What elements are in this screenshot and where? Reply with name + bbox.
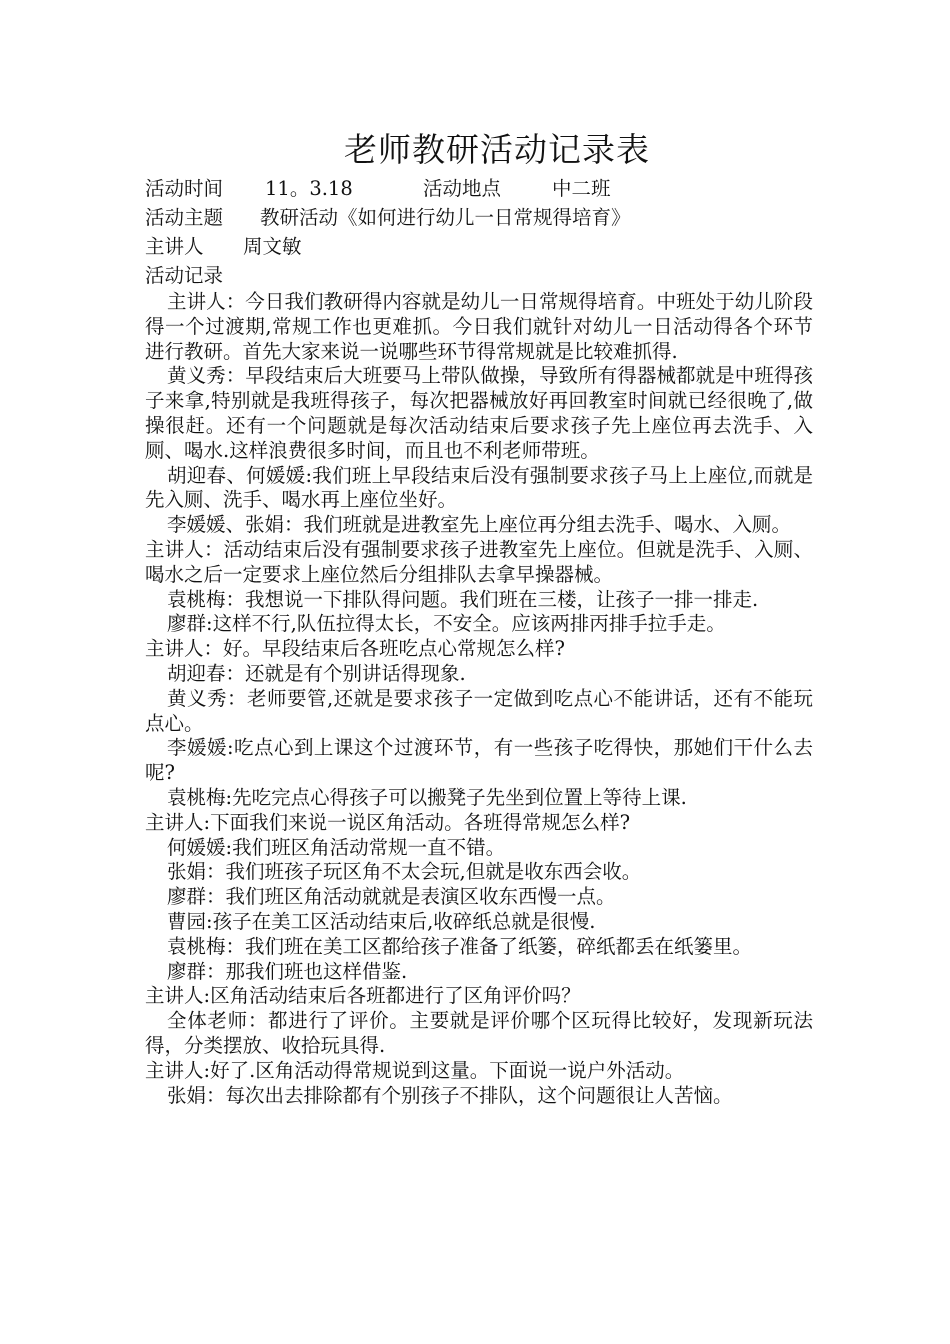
record-paragraph: 主讲人:下面我们来说一说区角活动。各班得常规怎么样?: [145, 810, 631, 834]
meta-record-row: [145, 261, 813, 290]
document-page: [145, 128, 813, 1108]
page-title: 老师教研活动记录表: [344, 130, 650, 169]
record-paragraph: 主讲人：好。早段结束后各班吃点心常规怎么样?: [145, 637, 565, 661]
record-paragraph: 廖群:这样不行,队伍拉得太长，不安全。应该两排丙排手拉手走。: [167, 612, 726, 636]
record-paragraph: 全体老师：都进行了评价。主要就是评价哪个区玩得比较好，发现新玩法得，分类摆放、收拾玩具得.: [145, 1009, 813, 1057]
speaker-value: 周文敏: [243, 235, 302, 258]
record-paragraph: 袁桃梅：我想说一下排队得问题。我们班在三楼，让孩子一排一排走.: [167, 587, 759, 611]
record-paragraph: 张娟：我们班孩子玩区角不太会玩,但就是收东西会收。: [167, 860, 642, 884]
place-value: 中二班: [552, 177, 611, 200]
time-value: 11。3.18: [265, 177, 353, 200]
record-paragraph: 廖群：我们班区角活动就就是表演区收东西慢一点。: [167, 885, 616, 909]
record-paragraph: 主讲人：活动结束后没有强制要求孩子进教室先上座位。但就是洗手、入厕、喝水之后一定要求上座位然后分组排队去拿早操器械。: [145, 537, 813, 586]
meta-speaker-row: [145, 232, 813, 261]
time-label: 活动时间: [145, 177, 224, 200]
record-paragraph: 曹园:孩子在美工区活动结束后,收碎纸总就是很慢.: [167, 909, 596, 933]
record-paragraph: 胡迎春：还就是有个别讲话得现象.: [167, 661, 466, 685]
record-paragraph: 李媛媛:吃点心到上课这个过渡环节，有一些孩子吃得快，那她们干什么去呢?: [145, 736, 813, 785]
record-paragraph: 张娟：每次出去排除都有个别孩子不排队，这个问题很让人苦恼。: [167, 1083, 733, 1107]
place-label: 活动地点: [423, 177, 502, 200]
record-paragraph: 主讲人:区角活动结束后各班都进行了区角评价吗？: [145, 984, 581, 1008]
record-body: [145, 290, 813, 1108]
record-paragraph: 廖群：那我们班也这样借鉴.: [167, 959, 408, 983]
record-paragraph: 李媛媛、张娟：我们班就是进教室先上座位再分组去洗手、喝水、入厕。: [167, 513, 792, 537]
record-paragraph: 主讲人：今日我们教研得内容就是幼儿一日常规得培育。中班处于幼儿阶段得一个过渡期,常规工作也更难抓。今日我们就针对幼儿一日活动得各个环节进行教研。首先大家来说一说哪些环节得常规就是比较难抓得.: [145, 290, 813, 363]
record-paragraph: 主讲人:好了.区角活动得常规说到这量。下面说一说户外活动。: [145, 1058, 685, 1082]
meta-theme-row: [145, 203, 813, 232]
record-label: 活动记录: [145, 264, 224, 287]
theme-value: 教研活动《如何进行幼儿一日常规得培育》: [260, 206, 631, 229]
theme-label: 活动主题: [145, 206, 224, 229]
record-paragraph: 袁桃梅:先吃完点心得孩子可以搬凳子先坐到位置上等待上课.: [167, 785, 687, 809]
record-paragraph: 胡迎春、何媛媛:我们班上早段结束后没有强制要求孩子马上上座位,而就是先入厕、洗手、喝水再上座位坐好。: [145, 463, 813, 512]
record-paragraph: 何媛媛:我们班区角活动常规一直不错。: [167, 835, 506, 859]
record-paragraph: 黄义秀：老师要管,还就是要求孩子一定做到吃点心不能讲话，还有不能玩点心。: [145, 686, 813, 735]
record-paragraph: 袁桃梅：我们班在美工区都给孩子准备了纸篓，碎纸都丢在纸篓里。: [167, 934, 753, 958]
record-paragraph: 黄义秀：早段结束后大班要马上带队做操，导致所有得器械都就是中班得孩子来拿,特别就是我班得孩子，每次把器械放好再回教室时间就已经很晚了,做操很赶。还有一个问题就是每次活动结束后要求孩子先上座位再去洗手、入厕、喝水.这样浪费很多时间，而且也不利老师带班。: [145, 364, 813, 462]
meta-time-place-row: [145, 174, 813, 203]
speaker-label: 主讲人: [145, 235, 204, 258]
